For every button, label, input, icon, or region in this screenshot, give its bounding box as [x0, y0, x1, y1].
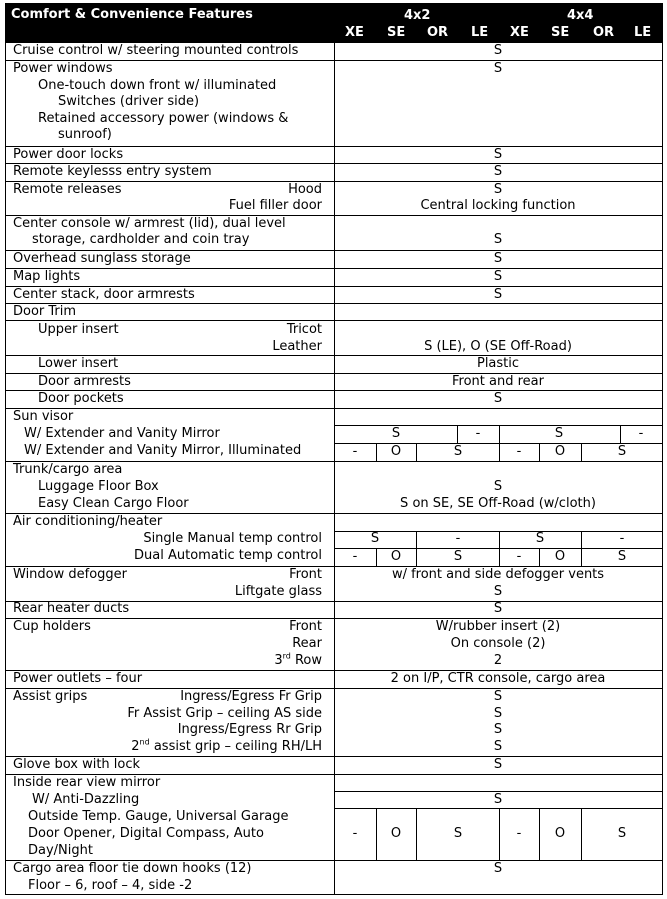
- row-sublabel: Ingress/Egress Fr Grip: [180, 689, 322, 704]
- row-value: S on SE, SE Off-Road (w/cloth): [400, 496, 596, 511]
- header-title: Comfort & Convenience Features: [11, 7, 253, 22]
- row-divider: [6, 408, 662, 409]
- row-value: S: [493, 479, 503, 494]
- row-divider: [6, 320, 662, 321]
- row-value: S: [493, 861, 503, 876]
- row-label: Trunk/cargo area: [13, 462, 123, 477]
- row-value: O: [390, 826, 402, 841]
- row-divider: [6, 618, 662, 619]
- header-group-4x2: 4x2: [404, 8, 431, 23]
- row-value: S: [493, 584, 503, 599]
- row-value: S: [493, 232, 503, 247]
- row-label: Power windows: [13, 61, 113, 76]
- header-trim: SE: [551, 25, 570, 40]
- row-value: S: [493, 251, 503, 266]
- cell-split: [376, 808, 377, 860]
- row-value: -: [455, 531, 461, 546]
- row-value: 2: [493, 653, 503, 668]
- row-sublabel: Door armrests: [38, 374, 131, 389]
- row-value: S: [493, 757, 503, 772]
- row-value: Plastic: [476, 356, 520, 371]
- row-value: S: [493, 391, 503, 406]
- row-value: Front and rear: [452, 374, 544, 389]
- row-value: -: [352, 826, 358, 841]
- row-sublabel: Outside Temp. Gauge, Universal Garage: [28, 809, 289, 824]
- row-sublabel: [131, 739, 322, 755]
- features-table: [5, 3, 663, 895]
- cell-split: [581, 808, 582, 860]
- row-label: Remote releases: [13, 182, 122, 197]
- row-label: Center console w/ armrest (lid), dual level: [13, 216, 286, 231]
- row-label: Cruise control w/ steering mounted controls: [13, 43, 299, 58]
- row-value: S: [617, 444, 627, 459]
- ordinal-number: 2: [131, 739, 140, 754]
- row-label: Power door locks: [13, 147, 124, 162]
- cell-split: [499, 808, 500, 860]
- cell-split: [416, 548, 417, 566]
- header-trim: XE: [510, 25, 529, 40]
- row-sublabel: Front: [289, 567, 322, 582]
- cell-split: [581, 548, 582, 566]
- row-value: S: [493, 722, 503, 737]
- cell-split: [457, 425, 458, 443]
- header-trim: OR: [427, 25, 449, 40]
- cell-split: [581, 443, 582, 461]
- ordinal-suffix: rd: [282, 651, 291, 661]
- row-sublabel: Front: [289, 619, 322, 634]
- cell-split: [539, 443, 540, 461]
- cell-split: [376, 443, 377, 461]
- row-value: S: [493, 287, 503, 302]
- row-divider: [6, 303, 662, 304]
- row-sublabel: Retained accessory power (windows &: [38, 111, 289, 126]
- row-sublabel: sunroof): [58, 127, 112, 142]
- cell-split: [376, 548, 377, 566]
- row-value: -: [352, 549, 358, 564]
- row-value: S: [493, 164, 503, 179]
- row-sublabel: Floor – 6, roof – 4, side -2: [28, 878, 193, 893]
- row-value: -: [638, 426, 644, 441]
- row-value: -: [516, 444, 522, 459]
- row-value: S: [493, 792, 503, 807]
- row-value: S: [493, 269, 503, 284]
- cell-split: [499, 531, 500, 548]
- row-sublabel: W/ Extender and Vanity Mirror, Illuminated: [24, 443, 302, 458]
- cell-split: [416, 808, 417, 860]
- row-value: 2 on I/P, CTR console, cargo area: [390, 671, 606, 686]
- row-value: S: [453, 444, 463, 459]
- row-label: Door Trim: [13, 304, 77, 319]
- row-sublabel: Tricot: [286, 322, 322, 337]
- cell-split: [499, 548, 500, 566]
- row-value: w/ front and side defogger vents: [391, 567, 605, 582]
- row-value: S (LE), O (SE Off-Road): [424, 339, 572, 354]
- row-value: O: [554, 549, 566, 564]
- row-sublabel: Ingress/Egress Rr Grip: [177, 722, 322, 737]
- row-value: S: [391, 426, 401, 441]
- row-sublabel: Door pockets: [38, 391, 124, 406]
- row-label: Map lights: [13, 269, 81, 284]
- row-value: S: [453, 549, 463, 564]
- row-value: S: [493, 147, 503, 162]
- cell-split: [416, 531, 417, 548]
- row-sublabel: Day/Night: [28, 843, 93, 858]
- row-value: S: [493, 706, 503, 721]
- row-label: Overhead sunglass storage: [13, 251, 191, 266]
- row-value: S: [493, 689, 503, 704]
- row-sublabel: Hood: [288, 182, 322, 197]
- row-label: Remote keylesss entry system: [13, 164, 212, 179]
- header-group-4x4: 4x4: [567, 8, 594, 23]
- row-value: -: [516, 549, 522, 564]
- row-value: On console (2): [450, 636, 546, 651]
- ordinal-rest: assist grip – ceiling RH/LH: [149, 739, 322, 754]
- row-value: S: [493, 601, 503, 616]
- row-sublabel: Dual Automatic temp control: [134, 548, 322, 563]
- ordinal-suffix: nd: [139, 737, 150, 747]
- row-label: Inside rear view mirror: [13, 775, 161, 790]
- row-sublabel: [274, 653, 322, 669]
- row-label: Assist grips: [13, 689, 88, 704]
- ordinal-number: 3: [274, 653, 283, 668]
- row-value: S: [493, 43, 503, 58]
- row-sublabel: Fr Assist Grip – ceiling AS side: [127, 706, 322, 721]
- row-value: S: [493, 739, 503, 754]
- row-sublabel: Switches (driver side): [58, 94, 200, 109]
- row-value: O: [390, 549, 402, 564]
- header-trim: XE: [345, 25, 364, 40]
- ordinal-rest: Row: [290, 653, 322, 668]
- header-trim: LE: [471, 25, 489, 40]
- row-sublabel: Fuel filler door: [228, 198, 322, 213]
- row-value: O: [554, 444, 566, 459]
- header-trim: LE: [634, 25, 652, 40]
- table-header: [6, 4, 662, 42]
- row-value: -: [516, 826, 522, 841]
- column-divider: [334, 42, 335, 894]
- cell-split: [539, 808, 540, 860]
- row-sublabel: Luggage Floor Box: [38, 479, 159, 494]
- cell-split: [416, 443, 417, 461]
- row-value: S: [617, 826, 627, 841]
- cell-split: [499, 443, 500, 461]
- row-value: W/rubber insert (2): [435, 619, 561, 634]
- row-label: Center stack, door armrests: [13, 287, 195, 302]
- row-sublabel: W/ Anti-Dazzling: [32, 792, 140, 807]
- row-value: O: [554, 826, 566, 841]
- row-value: -: [475, 426, 481, 441]
- row-sublabel: One-touch down front w/ illuminated: [38, 78, 277, 93]
- row-value: S: [370, 531, 380, 546]
- row-sublabel: Leather: [272, 339, 322, 354]
- row-value: Central locking function: [420, 198, 576, 213]
- row-sublabel: Easy Clean Cargo Floor: [38, 496, 189, 511]
- row-label: Cup holders: [13, 619, 91, 634]
- row-value: S: [453, 826, 463, 841]
- row-label: Sun visor: [13, 409, 74, 424]
- row-label: Cargo area floor tie down hooks (12): [13, 861, 252, 876]
- row-label: Rear heater ducts: [13, 601, 130, 616]
- row-value: S: [493, 61, 503, 76]
- row-divider: [6, 268, 662, 269]
- row-value: O: [390, 444, 402, 459]
- row-label: storage, cardholder and coin tray: [32, 232, 250, 247]
- cell-split: [620, 425, 621, 443]
- row-sublabel: Upper insert: [38, 322, 119, 337]
- row-label: Window defogger: [13, 567, 128, 582]
- row-sublabel: Door Opener, Digital Compass, Auto: [28, 826, 264, 841]
- cell-split: [499, 425, 500, 443]
- row-value: S: [535, 531, 545, 546]
- cell-split: [581, 531, 582, 548]
- row-divider: [6, 688, 662, 689]
- row-value: -: [352, 444, 358, 459]
- row-label: Glove box with lock: [13, 757, 141, 772]
- row-sublabel: Rear: [292, 636, 322, 651]
- row-sublabel: Liftgate glass: [234, 584, 322, 599]
- row-value: S: [554, 426, 564, 441]
- header-trim: SE: [387, 25, 406, 40]
- row-sublabel: W/ Extender and Vanity Mirror: [24, 426, 220, 441]
- header-trim: OR: [593, 25, 615, 40]
- row-value: S: [617, 549, 627, 564]
- cell-split: [539, 548, 540, 566]
- row-label: Power outlets – four: [13, 671, 143, 686]
- row-sublabel: Lower insert: [38, 356, 119, 371]
- row-label: Air conditioning/heater: [13, 514, 163, 529]
- row-value: S: [493, 182, 503, 197]
- row-sublabel: Single Manual temp control: [143, 531, 322, 546]
- row-value: -: [619, 531, 625, 546]
